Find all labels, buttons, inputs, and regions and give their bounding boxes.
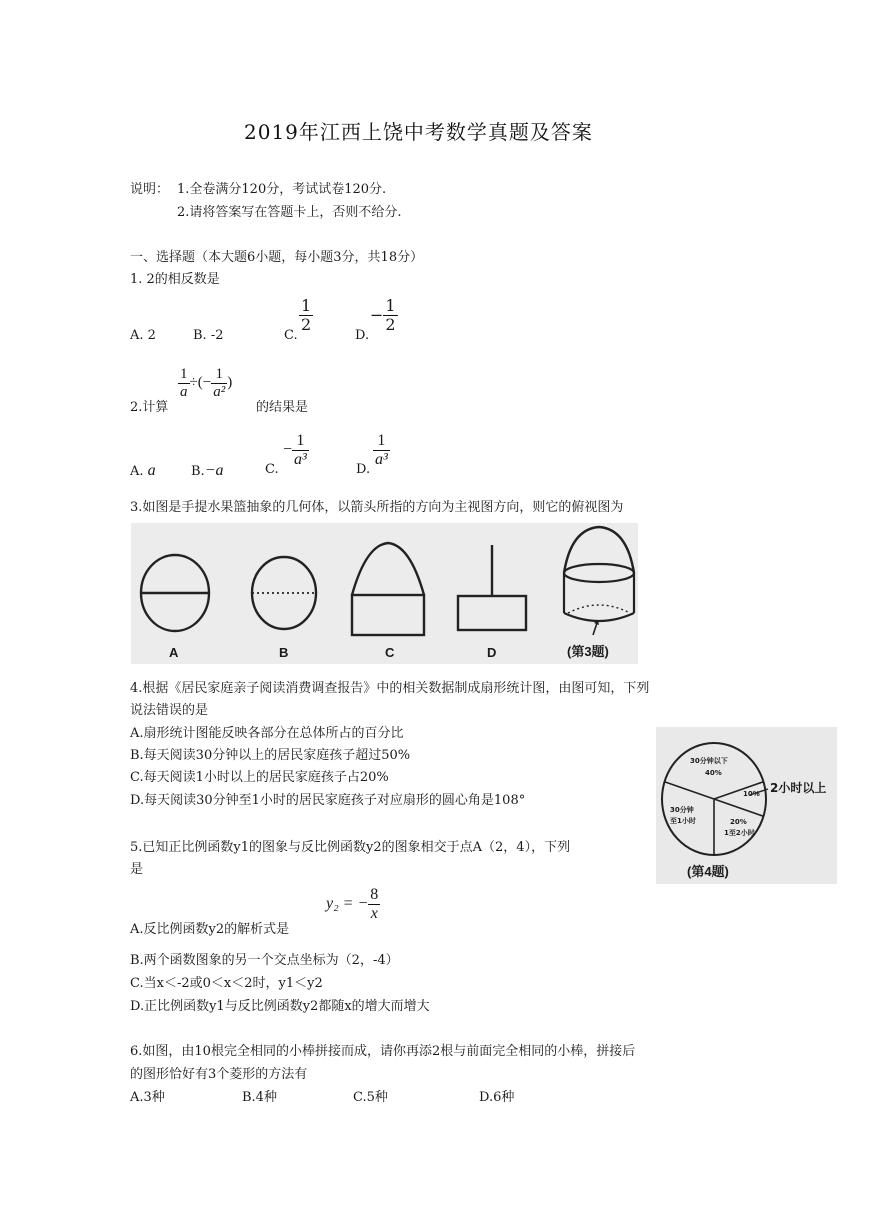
pie-value-s3: 20% [730, 818, 747, 826]
q5-option-a: A.反比例函数y2的解析式是 [130, 922, 290, 937]
q1-d-den: 2 [385, 314, 396, 334]
q3-shape-d-rect [458, 596, 526, 630]
q2-c-num: 1 [296, 432, 305, 449]
q3-figure-drawing [131, 523, 638, 664]
q1-stem: 1. 2的相反数是 [130, 272, 220, 287]
q2-a-label: A. [130, 464, 144, 479]
q2-prefix: 2.计算 [130, 400, 169, 415]
q6-stem-1: 6.如图，由10根完全相同的小棒拼接而成，请你再添2根与前面完全相同的小棒，拼接后 [130, 1044, 636, 1059]
q1-d-sign: − [370, 305, 384, 325]
q2-a-value: a [147, 462, 156, 479]
q6-option-a: A.3种 [130, 1090, 165, 1105]
q5-a-lhs: y₂ = − [326, 895, 369, 913]
q4-stem-1: 4.根据《居民家庭亲子阅读消费调查报告》中的相关数据制成扇形统计图，由图可知，下列 [130, 681, 650, 696]
q4-option-a: A.扇形统计图能反映各部分在总体所占的百分比 [130, 726, 404, 741]
q1-option-c-fraction [299, 297, 313, 333]
q5-option-a-formula [326, 886, 380, 922]
q2-expr-den2: a² [213, 383, 226, 400]
q3-basket-top [564, 564, 634, 582]
q3-stem: 3.如图是手提水果篮抽象的几何体，以箭头所指的方向为主视图方向，则它的俯视图为 [130, 500, 624, 515]
q1-option-b: B. -2 [193, 328, 224, 343]
q2-expr-op: ÷(− [189, 374, 212, 391]
q1-c-num: 1 [301, 296, 312, 315]
q4-chart-figure [656, 727, 837, 884]
q4-chart-caption: (第4题) [687, 864, 729, 879]
q2-expr-den: a [180, 383, 188, 400]
q2-option-b [191, 462, 223, 480]
q2-option-a [130, 462, 156, 480]
q3-label-b: B [279, 645, 289, 660]
pie-slice-boundary-1 [665, 782, 715, 799]
q4-stem-2: 说法错误的是 [130, 703, 209, 718]
q3-figure [131, 523, 638, 664]
q3-label-c: C [385, 645, 395, 660]
q5-stem-2: 是 [130, 862, 144, 877]
instructions-label: 说明： [130, 182, 170, 197]
section-heading: 一、选择题（本大题6小题，每小题3分，共18分） [130, 250, 424, 265]
q5-option-d: D.正比例函数y1与反比例函数y2都随x的增大而增大 [130, 999, 430, 1014]
q1-option-d-fraction [370, 297, 398, 333]
page-title: 2019年江西上饶中考数学真题及答案 [244, 120, 593, 144]
q4-option-d: D.每天阅读30分钟至1小时的居民家庭孩子对应扇形的圆心角是108° [130, 793, 526, 808]
q2-expr-num2: 1 [215, 366, 223, 382]
q3-label-d: D [487, 645, 497, 660]
q1-option-d: D. [355, 328, 370, 343]
q5-a-num: 8 [370, 886, 379, 903]
q3-view-arrow [593, 623, 597, 635]
q4-option-c: C.每天阅读1小时以上的居民家庭孩子占20% [130, 770, 389, 785]
q6-option-b: B.4种 [242, 1090, 277, 1105]
pie-label-s4a: 30分钟 [670, 806, 694, 814]
q6-option-c: C.5种 [353, 1090, 388, 1105]
q2-b-value: −a [204, 462, 224, 479]
q3-basket-hidden-edge [568, 605, 630, 613]
q1-c-den: 2 [301, 314, 312, 334]
instruction-1: 1.全卷满分120分，考试试卷120分. [177, 182, 387, 197]
q3-label-a: A [169, 645, 179, 660]
q2-suffix: 的结果是 [256, 400, 309, 415]
pie-slice-boundary-3 [714, 799, 764, 816]
q5-stem-1: 5.已知正比例函数y1的图象与反比例函数y2的图象相交于点A（2，4），下列 [130, 840, 571, 855]
q5-option-b: B.两个函数图象的另一个交点坐标为（2，-4） [130, 953, 399, 968]
pie-label-s3: 1至2小时 [724, 829, 755, 837]
q3-basket-bottom [564, 613, 634, 621]
q2-expression [178, 366, 232, 400]
q2-c-den: a³ [294, 450, 307, 468]
q1-option-a: A. 2 [130, 328, 156, 343]
q2-option-d: D. [356, 462, 371, 477]
pie-label-s4b: 至1小时 [670, 817, 696, 825]
q2-d-num: 1 [377, 432, 386, 449]
q2-option-d-fraction [373, 432, 390, 468]
q6-stem-2: 的图形恰好有3个菱形的方法有 [130, 1067, 308, 1082]
q3-caption: (第3题) [567, 644, 609, 659]
q2-expr-num: 1 [180, 366, 188, 382]
q1-d-num: 1 [385, 296, 396, 315]
q2-option-c: C. [265, 462, 279, 477]
instruction-2: 2.请将答案写在答题卡上，否则不给分. [177, 205, 402, 220]
q2-b-label: B. [191, 464, 205, 479]
pie-label-s1: 30分钟以下 [690, 757, 728, 765]
q6-option-d: D.6种 [479, 1090, 515, 1105]
pie-value-s1: 40% [705, 769, 722, 777]
q3-shape-c-rect [352, 595, 424, 635]
q3-shape-c-arch [352, 543, 424, 595]
q2-option-c-fraction [283, 432, 309, 468]
q2-expr-close: ) [227, 374, 233, 391]
q4-option-b: B.每天阅读30分钟以上的居民家庭孩子超过50% [130, 748, 411, 763]
q5-a-den: x [368, 904, 380, 923]
q1-option-c: C. [284, 328, 298, 343]
q2-c-sign: − [283, 441, 293, 459]
pie-value-s2: 10% [743, 790, 760, 798]
pie-label-s2: 2小时以上 [770, 781, 827, 795]
q2-d-den: a³ [375, 450, 388, 468]
q5-option-c: C.当x＜-2或0＜x＜2时，y1＜y2 [130, 976, 323, 991]
